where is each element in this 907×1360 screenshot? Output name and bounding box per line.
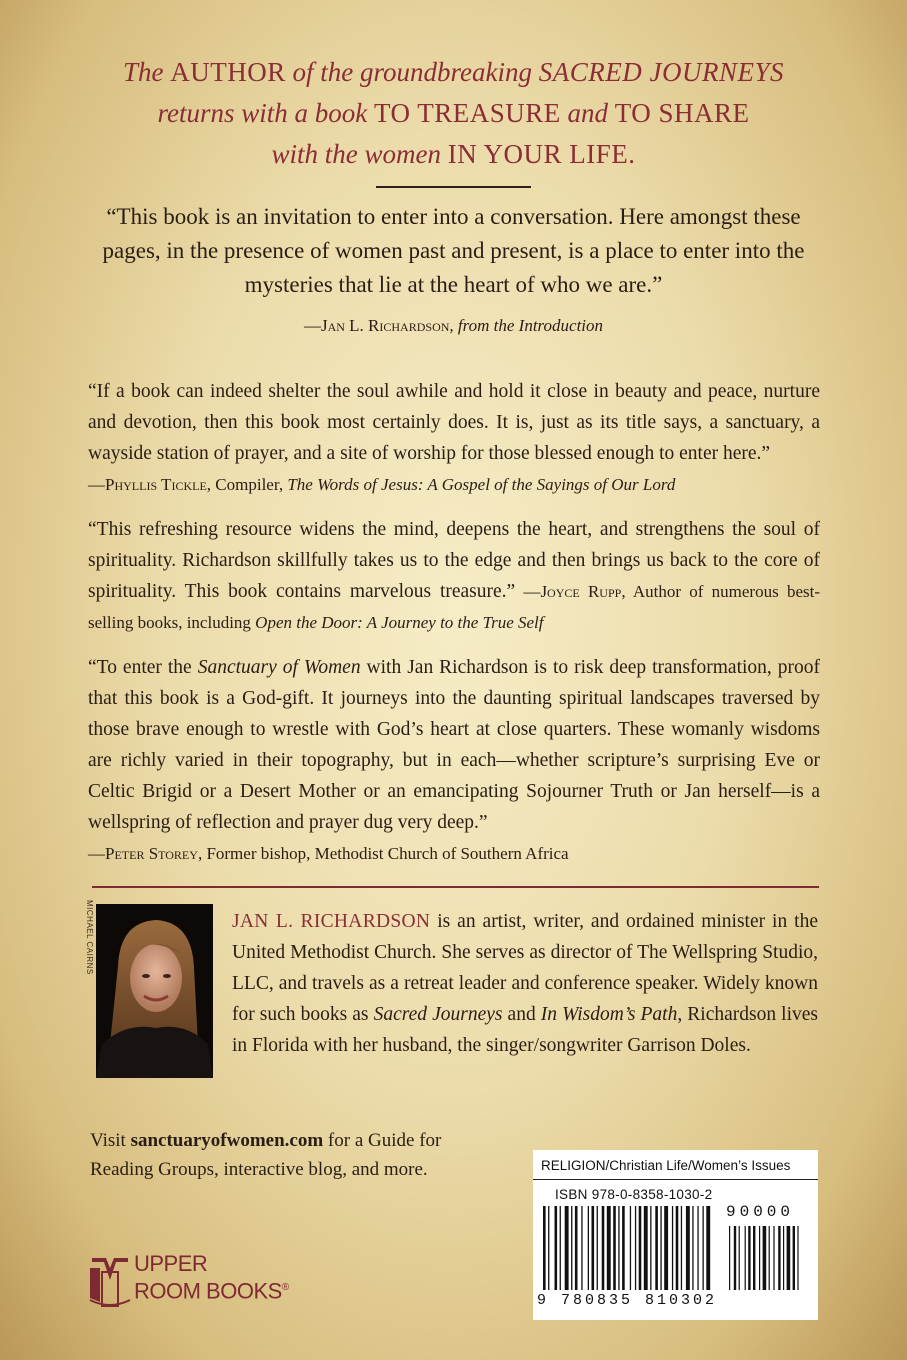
- attr-dash: —: [88, 475, 105, 494]
- endorsement-book-title: Sanctuary of Women: [197, 657, 361, 678]
- attr-role: , Former bishop, Methodist Church of Southern Africa: [197, 844, 569, 863]
- attr-dash: —: [88, 844, 105, 863]
- tagline-text: AUTHOR: [170, 57, 286, 87]
- divider: [376, 186, 531, 188]
- divider: [92, 886, 819, 888]
- attr-name: Phyllis Tickle: [105, 475, 207, 494]
- tagline-text: and: [567, 98, 608, 128]
- endorsement-attribution: [88, 844, 569, 863]
- category-label: RELIGION/Christian Life/Women’s Issues: [541, 1158, 791, 1173]
- author-photo: [96, 904, 213, 1078]
- author-name: JAN L. RICHARDSON: [232, 911, 431, 932]
- endorsement-1: [88, 376, 820, 500]
- website-link[interactable]: sanctuaryofwomen.com: [130, 1130, 324, 1151]
- intro-quote: “This book is an invitation to enter into a conversation. Here amongst these pages, in the presence of women past and present, is a place to enter into the mysteries that lie at the heart of who we are.”: [102, 204, 805, 297]
- endorsement-text: “This refreshing resource widens the mind, deepens the heart, and strengthens the soul of spirituality. Richardson skillfully takes us to the edge and then brings us back to the core of spirituality. This book contains marvelous treasure.”: [88, 519, 820, 602]
- intro-attribution: [80, 316, 827, 336]
- registered-mark: ®: [281, 1282, 289, 1293]
- attr-work: Open the Door: A Journey to the True Self: [255, 613, 544, 632]
- barcode-panel: [533, 1150, 818, 1320]
- endorsement-3: [88, 652, 820, 869]
- visit-text: for a Guide for Reading Groups, interactive blog, and more.: [90, 1130, 442, 1180]
- tagline-book-title: SACRED JOURNEYS: [538, 57, 784, 87]
- attr-name: Peter Storey: [105, 844, 198, 863]
- publisher-logo: [88, 1250, 318, 1320]
- bio-text: and: [502, 1004, 541, 1025]
- endorsement-2: [88, 514, 820, 638]
- endorsement-attribution: [88, 475, 675, 494]
- attr-name: Jan L. Richardson: [320, 316, 450, 335]
- bio-text: , Richardson lives in Florida with her husband, the singer/songwriter Garrison Doles.: [232, 1004, 818, 1056]
- upper-room-icon: [88, 1250, 132, 1310]
- attr-dash: —: [515, 582, 541, 601]
- attr-dash: —: [303, 316, 321, 335]
- bio-text: is an artist, writer, and ordained minister in the United Methodist Church. She serves as director of The Wellspring Studio, LLC, and travels as a retreat leader and conference speaker. Widely known for such books as: [232, 911, 818, 1025]
- isbn-label: ISBN 978-0-8358-1030-2: [555, 1187, 713, 1202]
- photo-credit: MICHAEL CAIRNS: [85, 900, 94, 975]
- bio-book-title: Sacred Journeys: [373, 1004, 503, 1025]
- tagline-text: The: [123, 57, 164, 87]
- tagline-text: IN YOUR LIFE.: [447, 139, 636, 169]
- tagline-text: with the women: [271, 139, 441, 169]
- visit-text: Visit: [90, 1130, 131, 1151]
- publisher-line2: ROOM BOOKS: [134, 1278, 282, 1304]
- isbn-digits: 9 780835 810302: [537, 1292, 718, 1309]
- tagline-text: TO SHARE: [614, 98, 750, 128]
- price-code: 90000: [726, 1203, 795, 1221]
- publisher-line1: UPPER: [134, 1251, 208, 1276]
- bio-book-title: In Wisdom’s Path: [540, 1004, 678, 1025]
- attr-name: Joyce Rupp: [540, 582, 622, 601]
- tagline: [60, 52, 847, 175]
- endorsement-text: “If a book can indeed shelter the soul awhile and hold it close in beauty and peace, nurture and devotion, then this book most certainly does. It is, just as its title says, a sanctuary, a wayside station of prayer, and a site of worship for those blessed enough to enter here.”: [88, 381, 820, 464]
- attr-role: , Compiler,: [206, 475, 288, 494]
- endorsement-text: “To enter the: [88, 657, 198, 678]
- tagline-text: TO TREASURE: [373, 98, 561, 128]
- divider: [533, 1179, 818, 1180]
- tagline-text: returns with a book: [157, 98, 368, 128]
- endorsement-text: with Jan Richardson is to risk deep transformation, proof that this book is a God-gift. It journeys into the daunting spiritual landscapes traversed by those brave enough to wrestle with God’s heart at close quarters. These womanly wisdoms are richly varied in their topography, but in each—whether scripture’s surprising Eve or Celtic Brigid or a Desert Mother or an emancipating Sojourner Truth or Jan herself—is a wellspring of reflection and prayer dug very deep.”: [88, 657, 821, 833]
- attr-work: The Words of Jesus: A Gospel of the Sayings of Our Lord: [287, 475, 676, 494]
- author-portrait-image: [96, 904, 213, 1078]
- tagline-text: of the groundbreaking: [292, 57, 532, 87]
- attr-role: , Author of numerous best-selling books, including: [88, 582, 820, 632]
- publisher-name: [134, 1252, 289, 1303]
- website-note: [90, 1126, 490, 1184]
- author-bio: [232, 906, 818, 1061]
- attr-source: , from the Introduction: [449, 316, 604, 335]
